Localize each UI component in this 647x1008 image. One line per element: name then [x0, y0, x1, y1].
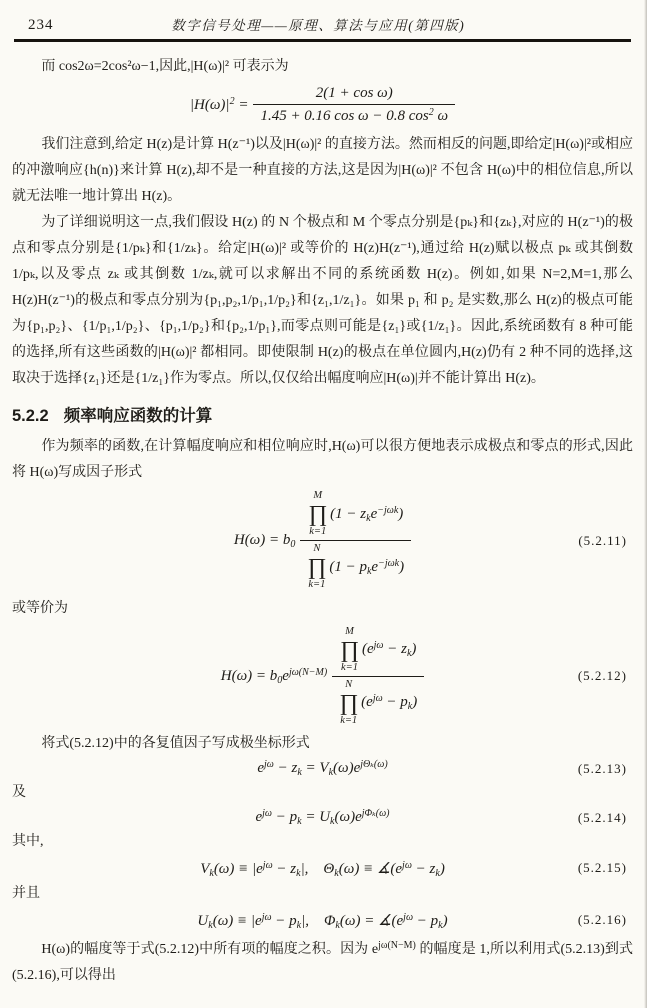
product-lower-limit: k=1: [309, 526, 327, 538]
page-number: 234: [28, 17, 54, 33]
fraction: [300, 490, 411, 592]
connector-and-also: 并且: [12, 886, 40, 902]
product-lower-limit: k=1: [340, 715, 358, 726]
equation-number: (5.2.11): [578, 532, 627, 548]
paragraph-polar-form: 将式(5.2.12)中的各复值因子写成极坐标形式: [41, 736, 310, 752]
product-upper-limit: M: [313, 490, 323, 501]
product-lower-limit: k=1: [308, 579, 326, 591]
equation-expression: $U_k(\omega) \equiv |e^{j\omega} - p_k|$, $\Phi_k(\omega)$ = $∡(e^{j\omega} - p_k)$: [197, 912, 448, 932]
equation-magnitude-squared: [12, 85, 633, 125]
equation-lhs: $H(\omega) = b_0$: [233, 531, 296, 550]
equation-5-2-14: [12, 808, 633, 827]
section-heading: [12, 402, 633, 426]
product-upper-limit: N: [313, 543, 321, 555]
product-lower-limit: k=1: [341, 661, 359, 673]
fraction-denominator: 1.45 + 0.16 cos ω − 0.8 $\cos^2 \omega$: [253, 104, 455, 125]
numerator-expression: $(e^{j\omega} - z_k)$: [361, 640, 417, 660]
equation-number: (5.2.14): [577, 809, 627, 825]
denominator-expression: $(1 - p_ke^{-j\omega k})$: [329, 557, 405, 577]
fraction-denominator: [300, 540, 411, 591]
numerator-expression: $(1 - z_ke^{-j\omega k})$: [330, 504, 404, 524]
fraction-numerator: [301, 490, 410, 540]
equation-expression: $V_k(\omega) \equiv |e^{j\omega} - z_k|$, $\Theta_k(\omega)$ ≡ $∡(e^{j\omega} - z_k)$: [200, 860, 445, 880]
product-upper-limit: M: [345, 625, 354, 637]
product-operator-block: [307, 543, 326, 591]
section-title: 频率响应函数的计算: [63, 407, 213, 425]
connector-where: 其中,: [12, 834, 44, 850]
paragraph-pole-zero-choices: 为了详细说明这一点,我们假设 H(z) 的 N 个极点和 M 个零点分别是{pₖ}和{zₖ},对应的 H(z⁻¹)的极点和零点分别是{1/pₖ}和{1/zₖ}。给定|H(ω)|² 或等价的 H(z)H(z⁻¹),通过给 H(z)赋以极点 pₖ 或其倒数 1/pₖ,以及零点 zₖ 或其倒数 1/zₖ,就可以求解出不同的系统函数 H(z)。例如,如果 N=2,M=1,那么 H(z)H(z⁻¹)的极点和零点分别为{p₁,p₂,1/p₁,1/p₂}和{z₁,1/z₁}。如果 p₁ 和 p₂ 是实数,那么 H(z)的极点可能为{p₁,p₂}、{1/p₁,1/p₂}、{p₁,1/p₂}和{p₂,1/p₁},而零点则可能是{z₁}或{1/z₁}。因此,系统函数有 8 种可能的选择,所有这些函数的|H(ω)|² 都相同。即使限制 H(z)的极点在单位圆内,H(z)仍有 2 种不同的选择,这取决于选择{z₁}还是{1/z₁}作为零点。所以,仅仅给出幅度响应|H(ω)|并不能计算出 H(z)。: [12, 215, 633, 386]
equation-lhs: $H(\omega) = b_0e^{j\omega(N-M)}$: [220, 666, 328, 686]
equation-number: (5.2.15): [577, 860, 627, 876]
equation-5-2-15: [12, 857, 633, 879]
product-icon: ∏: [339, 689, 359, 715]
equation-number: (5.2.16): [577, 912, 627, 928]
equation-number: (5.2.13): [577, 760, 627, 776]
section-number: 5.2.2: [12, 407, 49, 425]
fraction: [332, 626, 424, 728]
connector-and: 及: [12, 785, 26, 801]
book-title: 数字信号处理——原理、算法与应用(第四版): [171, 18, 466, 33]
product-icon: ∏: [307, 554, 327, 580]
product-icon: ∏: [308, 501, 328, 527]
header-rule: [14, 39, 631, 42]
paragraph-magnitude-product: H(ω)的幅度等于式(5.2.12)中所有项的幅度之积。因为 $e^{j\omega(N-M)}$ 的幅度是 1,所以利用式(5.2.13)到式(5.2.16),可以得出: [12, 940, 634, 984]
product-icon: ∏: [340, 636, 359, 662]
equation-5-2-16: [12, 909, 633, 931]
equation-expression: $e^{j\omega} - p_k = U_k(\omega)e^{j\Phi_k(\omega)}$: [255, 808, 390, 828]
paragraph-direct-method: 我们注意到,给定 H(z)是计算 H(z⁻¹)以及|H(ω)|² 的直接方法。然而相反的问题,即给定|H(ω)|²或相应的冲激响应{h(n)}来计算 H(z),却不是一种直接的方法,这是因为|H(ω)|² 不包含 H(ω)中的相位信息,所以就无法唯一地计算出 H(z)。: [12, 137, 633, 204]
equation-lhs: $|H(\omega)|^2$ =: [189, 96, 249, 113]
product-operator-block: [339, 679, 358, 727]
product-upper-limit: N: [345, 678, 353, 690]
equation-5-2-13: [12, 759, 633, 778]
equation-5-2-11: [12, 490, 633, 592]
equation-number: (5.2.12): [577, 668, 627, 684]
fraction-denominator: [332, 676, 424, 727]
denominator-expression: $(e^{j\omega} - p_k)$: [361, 693, 418, 713]
connector-or-equivalently: 或等价为: [12, 600, 68, 616]
equation-5-2-12: [12, 626, 633, 728]
product-operator-block: [340, 626, 359, 674]
fraction: [253, 85, 455, 125]
fraction-numerator: [333, 626, 423, 676]
intro-line: 而 cos2ω=2cos²ω−1,因此,|H(ω)|² 可表示为: [41, 59, 289, 74]
product-operator-block: [308, 490, 327, 538]
paragraph-factored-form: 作为频率的函数,在计算幅度响应和相位响应时,H(ω)可以很方便地表示成极点和零点的形式,因此将 H(ω)写成因子形式: [12, 439, 633, 480]
equation-expression: $e^{j\omega} - z_k = V_k(\omega)e^{j\Theta_k(\omega)}$: [257, 759, 388, 779]
fraction-numerator: 2(1 + cos ω): [315, 85, 393, 101]
page-header: [12, 8, 633, 39]
